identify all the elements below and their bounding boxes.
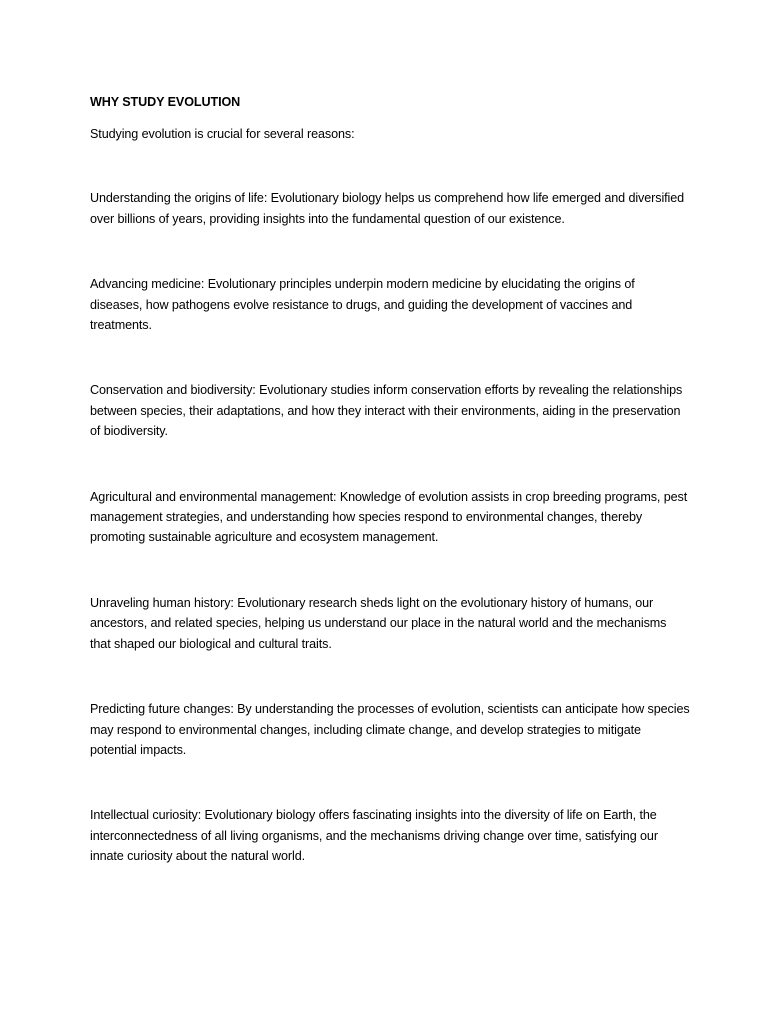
reason-paragraph-human-history: Unraveling human history: Evolutionary research sheds light on the evolutionary history of humans, our ancestors, and related species, helping us understand our place in the natural world and the mechanisms that shaped our biological and cultural traits. (90, 595, 667, 651)
reason-paragraph-origins-of-life: Understanding the origins of life: Evolutionary biology helps us comprehend how life emerged and diversified over billions of years, providing insights into the fundamental question of our existence. (90, 191, 685, 226)
document-body (90, 93, 690, 867)
intro-paragraph: Studying evolution is crucial for several reasons: (90, 127, 355, 141)
reason-paragraph-conservation: Conservation and biodiversity: Evolutionary studies inform conservation efforts by revealing the relationships between species, their adaptations, and how they interact with their environments, aiding in the preservation of biodiversity. (90, 383, 683, 439)
reason-paragraph-agriculture: Agricultural and environmental management: Knowledge of evolution assists in crop breeding programs, pest management strategies, and understanding how species respond to environmental changes, thereby promoting sustainable agriculture and ecosystem management. (90, 489, 688, 545)
reason-paragraph-medicine: Advancing medicine: Evolutionary principles underpin modern medicine by elucidating the origins of diseases, how pathogens evolve resistance to drugs, and guiding the development of vaccines and treatments. (90, 277, 635, 333)
reason-paragraph-curiosity: Intellectual curiosity: Evolutionary biology offers fascinating insights into the diversity of life on Earth, the interconnectedness of all living organisms, and the mechanisms driving change over time, satisfying our innate curiosity about the natural world. (90, 808, 658, 864)
reason-paragraph-future-changes: Predicting future changes: By understanding the processes of evolution, scientists can anticipate how species may respond to environmental changes, including climate change, and develop strategies to mitigate potential impacts. (90, 702, 690, 757)
document-title: WHY STUDY EVOLUTION (90, 95, 241, 109)
